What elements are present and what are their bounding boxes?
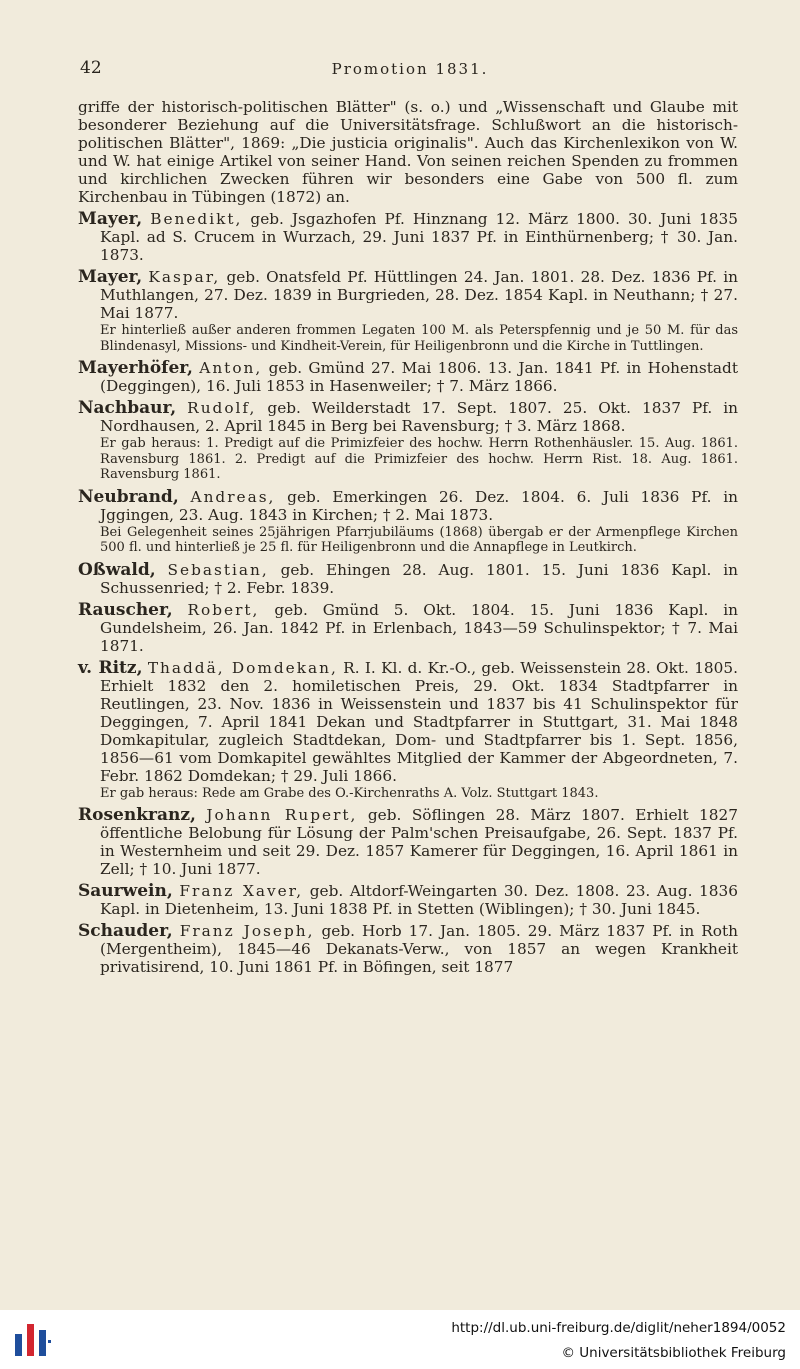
entry-given-name: Thaddä, Domdekan, xyxy=(147,658,338,677)
entry-given-name: Kaspar, xyxy=(148,268,221,286)
entry-surname: Schauder, xyxy=(78,921,173,941)
entry-surname: Rosenkranz, xyxy=(78,805,196,825)
entry-text: geb. Söflingen 28. März 1807. Erhielt 1827 öffentliche Belobung für Lösung der Palm'schen Preisaufgabe, 26. Sept. 1837 Pf. in Westernheim und seit 29. Dez. 1857 Kamerer für Deggingen, 16. April 1861 in Zell; † 10. Juni 1877. xyxy=(100,806,738,878)
biography-entry xyxy=(78,399,738,483)
entry-surname: Mayer, xyxy=(78,267,143,287)
entry-text: geb. Gmünd 27. Mai 1806. 13. Jan. 1841 Pf. in Hohenstadt (Deggingen), 16. Juli 1853 in Hasenweiler; † 7. März 1866. xyxy=(100,359,738,395)
biography-entry xyxy=(78,561,738,597)
entry-given-name: Franz Xaver, xyxy=(179,882,304,900)
entry-given-name: Franz Joseph, xyxy=(179,922,315,940)
biography-entries xyxy=(78,210,738,976)
biography-entry xyxy=(78,659,738,802)
entry-given-name: Benedikt, xyxy=(150,210,243,228)
entry-given-name: Andreas, xyxy=(190,487,276,506)
entry-text: geb. Emerkingen 26. Dez. 1804. 6. Juli 1836 Pf. in Jggingen, 23. Aug. 1843 in Kirchen; † 2. Mai 1873. xyxy=(100,487,738,524)
entry-surname: v. Ritz, xyxy=(78,657,143,678)
biography-entry xyxy=(78,488,738,556)
entry-surname: Neubrand, xyxy=(78,486,179,507)
entry-surname: Mayerhöfer, xyxy=(78,358,193,378)
entry-surname: Oßwald, xyxy=(78,559,156,580)
biography-entry xyxy=(78,806,738,878)
intro-paragraph: griffe der historisch-politischen Blätter" (s. o.) und „Wissenschaft und Glaube mit besonderer Beziehung auf die Universitätsfrage. Schlußwort an die historisch-politischen Blätter", 1869: „Die justicia originalis". Auch das Kirchenlexikon von W. und W. hat einige Artikel von seiner Hand. Von seinen reichen Spenden zu frommen und kirchlichen Zwecken führen wir besonders eine Gabe von 500 fl. zum Kirchenbau in Tübingen (1872) an. xyxy=(78,98,738,206)
source-url-link[interactable]: http://dl.ub.uni-freiburg.de/diglit/neher1894/0052 xyxy=(451,1320,786,1336)
viewer-footer xyxy=(0,1310,800,1369)
biography-entry xyxy=(78,601,738,655)
page-content xyxy=(78,98,738,980)
entry-text: geb. Jsgazhofen Pf. Hinznang 12. März 1800. 30. Juni 1835 Kapl. ad S. Crucem in Wurzach, 29. Juni 1837 Pf. in Einthürnenberg; † 30. Jan. 1873. xyxy=(100,210,738,264)
copyright-notice: © Universitätsbibliothek Freiburg xyxy=(561,1345,786,1361)
entry-note: Er gab heraus: Rede am Grabe des O.-Kirchenraths A. Volz. Stuttgart 1843. xyxy=(100,785,599,801)
entry-note: Er gab heraus: 1. Predigt auf die Primizfeier des hochw. Herrn Rothenhäusler. 15. Aug. 1861. Ravensburg 1861. 2. Predigt auf die Primizfeier des hochw. Herrn Rist. 18. Aug. 1861. Ravensburg 1861. xyxy=(100,436,738,482)
entry-text: geb. Altdorf-Weingarten 30. Dez. 1808. 23. Aug. 1836 Kapl. in Dietenheim, 13. Juni 1838 Pf. in Stetten (Wiblingen); † 30. Juni 1845. xyxy=(100,882,738,918)
entry-text: geb. Onatsfeld Pf. Hüttlingen 24. Jan. 1801. 28. Dez. 1836 Pf. in Muthlangen, 27. Dez. 1839 in Burgrieden, 28. Dez. 1854 Kapl. in Neuthann; † 27. Mai 1877. xyxy=(100,268,738,322)
biography-entry xyxy=(78,359,738,395)
entry-surname: Rauscher, xyxy=(78,599,173,620)
entry-given-name: Johann Rupert, xyxy=(206,806,358,824)
entry-text: geb. Ehingen 28. Aug. 1801. 15. Juni 1836 Kapl. in Schussenried; † 2. Febr. 1839. xyxy=(100,560,738,597)
running-title: Promotion 1831. xyxy=(331,60,489,78)
entry-text: geb. Horb 17. Jan. 1805. 29. März 1837 Pf. in Roth (Mergentheim), 1845—46 Dekanats-Verw., von 1857 an wegen Krankheit privatisirend, 10. Juni 1861 Pf. in Böfingen, seit 1877 xyxy=(100,922,738,976)
entry-surname: Nachbaur, xyxy=(78,398,177,418)
page-header xyxy=(80,58,740,84)
entry-given-name: Anton, xyxy=(199,359,263,377)
biography-entry xyxy=(78,922,738,976)
biography-entry xyxy=(78,210,738,264)
biography-entry xyxy=(78,268,738,354)
ub-freiburg-logo-icon xyxy=(12,1320,52,1360)
entry-given-name: Sebastian, xyxy=(167,560,269,579)
entry-text: geb. Weilderstadt 17. Sept. 1807. 25. Okt. 1837 Pf. in Nordhausen, 2. April 1845 in Berg bei Ravensburg; † 3. März 1868. xyxy=(100,399,738,435)
entry-given-name: Rudolf, xyxy=(187,399,257,417)
entry-surname: Mayer, xyxy=(78,209,143,229)
entry-text: geb. Gmünd 5. Okt. 1804. 15. Juni 1836 Kapl. in Gundelsheim, 26. Jan. 1842 Pf. in Erlenbach, 1843—59 Schulinspektor; † 7. Mai 1871. xyxy=(100,600,738,655)
biography-entry xyxy=(78,882,738,918)
entry-surname: Saurwein, xyxy=(78,881,173,901)
entry-text: R. I. Kl. d. Kr.-O., geb. Weissenstein 28. Okt. 1805. Erhielt 1832 den 2. homiletischen Preis, 29. Okt. 1834 Stadtpfarrer in Reutlingen, 23. Nov. 1836 in Weissenstein und 1837 bis 41 Schulinspektor für Deggingen, 7. April 1841 Dekan und Stadtpfarrer in Stuttgart, 31. Mai 1848 Domkapitular, zugleich Stadtdekan, Dom- und Stadtpfarrer bis 1. Sept. 1856, 1856—61 vom Domkapitel gewähltes Mitglied der Kammer der Abgeordneten, 7. Febr. 1862 Domdekan; † 29. Juli 1866. xyxy=(100,658,738,785)
entry-given-name: Robert, xyxy=(187,600,260,619)
entry-note: Er hinterließ außer anderen frommen Legaten 100 M. als Peterspfennig und je 50 M. für das Blindenasyl, Missions- und Kindheit-Verein, für Heiligenbronn und die Kirche in Tuttlingen. xyxy=(100,323,738,354)
page-number: 42 xyxy=(80,58,102,78)
entry-note: Bei Gelegenheit seines 25jährigen Pfarrjubiläums (1868) übergab er der Armenpflege Kirchen 500 fl. und hinterließ je 25 fl. für Heiligenbronn und die Annapflege in Leutkirch. xyxy=(100,524,738,555)
